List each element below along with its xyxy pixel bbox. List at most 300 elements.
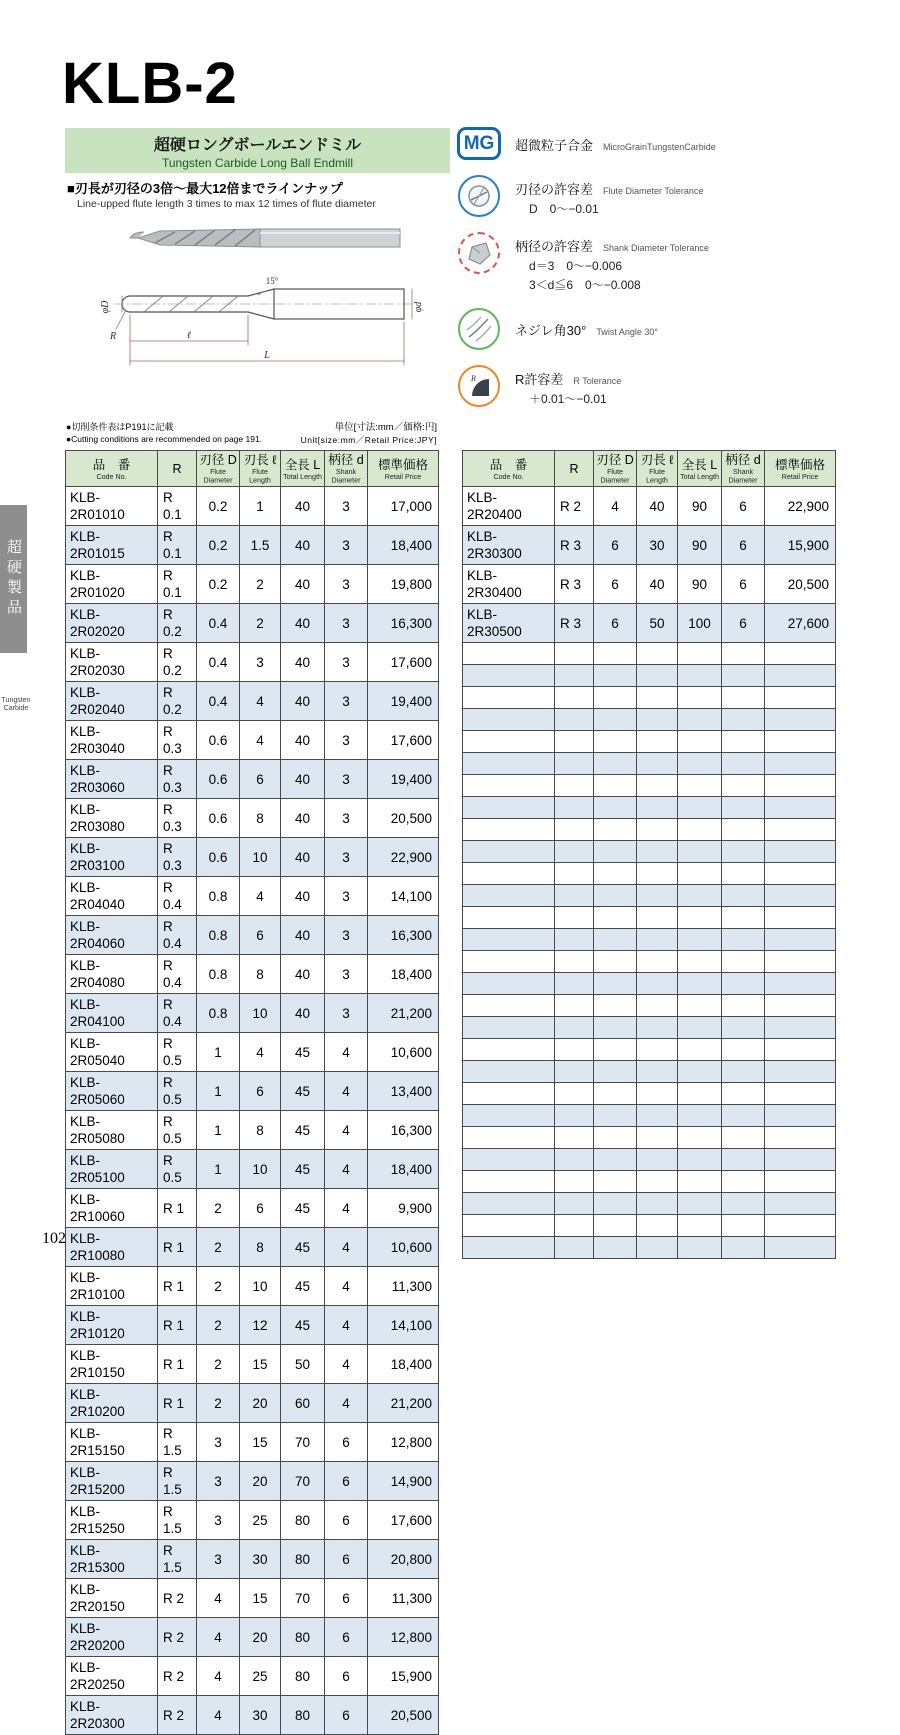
table-cell: 40 <box>281 760 325 799</box>
empty-cell <box>555 929 594 951</box>
empty-cell <box>555 709 594 731</box>
endmill-dimension-view <box>100 276 424 365</box>
empty-cell <box>463 951 555 973</box>
table-cell: 19,800 <box>368 565 439 604</box>
mg-badge-icon <box>455 127 503 160</box>
table-cell: 4 <box>240 1033 281 1072</box>
empty-cell <box>722 1017 765 1039</box>
table-cell: R 0.4 <box>158 877 197 916</box>
empty-cell <box>678 1083 722 1105</box>
empty-cell <box>722 1039 765 1061</box>
empty-cell <box>637 643 678 665</box>
empty-cell <box>463 863 555 885</box>
page-title: KLB-2 <box>62 51 238 116</box>
endmill-technical-drawing <box>100 207 445 412</box>
table-cell: 40 <box>281 799 325 838</box>
table-cell: 3 <box>325 838 368 877</box>
table-cell: R 0.4 <box>158 994 197 1033</box>
product-table-right-wrap <box>462 450 835 1259</box>
table-cell: 3 <box>325 526 368 565</box>
table-cell: 10 <box>240 1150 281 1189</box>
empty-cell <box>594 1105 637 1127</box>
table-cell: KLB-2R10150 <box>66 1345 158 1384</box>
feature-flute-tolerance-en: Flute Diameter Tolerance <box>603 186 704 196</box>
table-cell: 0.8 <box>197 877 240 916</box>
table-cell: 19,400 <box>368 760 439 799</box>
table-cell: KLB-2R02020 <box>66 604 158 643</box>
empty-cell <box>637 775 678 797</box>
table-row <box>463 604 836 643</box>
empty-cell <box>637 731 678 753</box>
empty-cell <box>765 929 836 951</box>
empty-cell <box>765 995 836 1017</box>
empty-cell <box>463 1083 555 1105</box>
table-cell: 4 <box>325 1267 368 1306</box>
table-cell: KLB-2R05100 <box>66 1150 158 1189</box>
empty-cell <box>463 1127 555 1149</box>
table-cell: 6 <box>240 916 281 955</box>
empty-row <box>463 885 836 907</box>
table-cell: 3 <box>325 916 368 955</box>
table-row <box>66 1540 439 1579</box>
table-cell: 100 <box>678 604 722 643</box>
empty-cell <box>722 1105 765 1127</box>
empty-cell <box>678 1017 722 1039</box>
cutting-conditions-note <box>66 421 262 445</box>
feature-r-tolerance-ja: R許容差 <box>515 372 564 387</box>
empty-cell <box>555 841 594 863</box>
table-cell: 22,900 <box>765 487 836 526</box>
empty-cell <box>637 973 678 995</box>
product-table-right <box>462 450 836 1259</box>
table-cell: KLB-2R04060 <box>66 916 158 955</box>
empty-cell <box>722 1127 765 1149</box>
table-cell: 20,500 <box>765 565 836 604</box>
lineup-note-ja: ■刃長が刃径の3倍〜最大12倍までラインナップ <box>67 181 343 196</box>
empty-cell <box>765 1149 836 1171</box>
empty-cell <box>555 819 594 841</box>
table-cell: 4 <box>325 1189 368 1228</box>
empty-cell <box>594 731 637 753</box>
empty-cell <box>678 1237 722 1259</box>
table-cell: 3 <box>325 760 368 799</box>
empty-cell <box>555 687 594 709</box>
empty-cell <box>594 1127 637 1149</box>
empty-cell <box>555 1149 594 1171</box>
table-cell: 20 <box>240 1384 281 1423</box>
table-cell: 70 <box>281 1579 325 1618</box>
empty-cell <box>722 775 765 797</box>
empty-cell <box>637 863 678 885</box>
table-row <box>66 1306 439 1345</box>
table-cell: 18,400 <box>368 955 439 994</box>
table-row <box>66 1111 439 1150</box>
empty-cell <box>765 841 836 863</box>
table-row <box>66 877 439 916</box>
table-cell: 12 <box>240 1306 281 1345</box>
twist-angle-icon <box>455 308 503 350</box>
feature-micrograin-ja: 超微粒子合金 <box>515 138 594 153</box>
empty-cell <box>637 1215 678 1237</box>
feature-r-tolerance-en: R Tolerance <box>573 376 622 386</box>
empty-cell <box>555 1171 594 1193</box>
empty-cell <box>594 1083 637 1105</box>
empty-row <box>463 973 836 995</box>
table-cell: 1 <box>197 1072 240 1111</box>
flute-tolerance-icon <box>455 175 503 217</box>
empty-cell <box>463 995 555 1017</box>
feature-twist-angle <box>455 308 875 350</box>
table-cell: 6 <box>325 1696 368 1735</box>
table-cell: KLB-2R01010 <box>66 487 158 526</box>
table-cell: 25 <box>240 1657 281 1696</box>
empty-cell <box>722 907 765 929</box>
table-cell: 0.4 <box>197 682 240 721</box>
empty-cell <box>765 731 836 753</box>
empty-cell <box>678 863 722 885</box>
table-cell: 4 <box>197 1657 240 1696</box>
feature-flute-tolerance-text <box>515 175 703 217</box>
empty-row <box>463 1193 836 1215</box>
table-cell: 10 <box>240 838 281 877</box>
empty-cell <box>594 885 637 907</box>
table-cell: KLB-2R15250 <box>66 1501 158 1540</box>
empty-cell <box>637 753 678 775</box>
dim-label-angle: 15° <box>265 276 279 286</box>
table-cell: 3 <box>197 1423 240 1462</box>
table-cell: 6 <box>240 760 281 799</box>
empty-cell <box>722 1083 765 1105</box>
column-header: 標準価格 Retail Price <box>368 451 439 487</box>
table-cell: R 0.3 <box>158 799 197 838</box>
table-cell: 3 <box>197 1540 240 1579</box>
table-cell: R 0.5 <box>158 1111 197 1150</box>
empty-row <box>463 1039 836 1061</box>
empty-cell <box>637 1039 678 1061</box>
table-cell: KLB-2R04100 <box>66 994 158 1033</box>
empty-cell <box>765 1039 836 1061</box>
empty-cell <box>555 643 594 665</box>
empty-cell <box>722 797 765 819</box>
table-cell: 45 <box>281 1033 325 1072</box>
empty-cell <box>765 1215 836 1237</box>
empty-cell <box>594 1061 637 1083</box>
feature-r-tolerance-value: ＋0.01〜−0.01 <box>529 392 607 406</box>
feature-shank-tolerance-value-1: d＝3 0〜−0.006 <box>529 259 623 273</box>
table-cell: 6 <box>722 565 765 604</box>
table-cell: 40 <box>281 994 325 1033</box>
table-cell: KLB-2R20150 <box>66 1579 158 1618</box>
empty-row <box>463 841 836 863</box>
empty-cell <box>678 1127 722 1149</box>
empty-cell <box>463 1039 555 1061</box>
table-row <box>463 565 836 604</box>
empty-cell <box>765 1061 836 1083</box>
table-cell: 4 <box>240 721 281 760</box>
empty-cell <box>765 907 836 929</box>
table-cell: R 3 <box>555 604 594 643</box>
table-row <box>66 799 439 838</box>
table-row <box>66 1423 439 1462</box>
empty-cell <box>594 665 637 687</box>
empty-cell <box>765 951 836 973</box>
empty-cell <box>678 885 722 907</box>
table-cell: 40 <box>281 643 325 682</box>
table-cell: 4 <box>197 1618 240 1657</box>
empty-cell <box>722 753 765 775</box>
table-cell: KLB-2R20400 <box>463 487 555 526</box>
empty-cell <box>765 1017 836 1039</box>
empty-cell <box>678 643 722 665</box>
table-row <box>463 487 836 526</box>
endmill-drawing-svg <box>100 207 445 412</box>
page-number: 102 <box>42 1230 66 1247</box>
table-cell: KLB-2R01020 <box>66 565 158 604</box>
empty-cell <box>637 1061 678 1083</box>
table-cell: 45 <box>281 1267 325 1306</box>
table-row <box>66 1033 439 1072</box>
table-body <box>463 487 836 1259</box>
table-cell: 21,200 <box>368 1384 439 1423</box>
table-cell: 10,600 <box>368 1033 439 1072</box>
table-cell: KLB-2R15150 <box>66 1423 158 1462</box>
banner-title-en: Tungsten Carbide Long Ball Endmill <box>162 156 353 170</box>
table-cell: 6 <box>325 1579 368 1618</box>
empty-cell <box>463 775 555 797</box>
table-cell: 2 <box>197 1345 240 1384</box>
table-cell: 11,300 <box>368 1579 439 1618</box>
empty-cell <box>678 929 722 951</box>
table-cell: 15,900 <box>765 526 836 565</box>
product-table-left-wrap <box>65 450 438 1735</box>
empty-cell <box>555 731 594 753</box>
empty-cell <box>765 1105 836 1127</box>
table-cell: 6 <box>594 604 637 643</box>
table-cell: 0.4 <box>197 643 240 682</box>
table-cell: R 0.3 <box>158 760 197 799</box>
table-cell: 3 <box>197 1462 240 1501</box>
empty-cell <box>463 1149 555 1171</box>
table-cell: 6 <box>240 1072 281 1111</box>
empty-cell <box>637 1083 678 1105</box>
table-header-row <box>463 451 836 487</box>
empty-cell <box>678 1171 722 1193</box>
table-cell: 4 <box>594 487 637 526</box>
table-cell: R 1 <box>158 1306 197 1345</box>
empty-cell <box>637 1149 678 1171</box>
empty-cell <box>678 973 722 995</box>
table-cell: KLB-2R20200 <box>66 1618 158 1657</box>
empty-row <box>463 1083 836 1105</box>
table-cell: 0.2 <box>197 526 240 565</box>
r-tolerance-icon <box>455 365 503 407</box>
empty-cell <box>678 995 722 1017</box>
empty-cell <box>765 863 836 885</box>
table-cell: 80 <box>281 1501 325 1540</box>
table-cell: 6 <box>722 526 765 565</box>
empty-cell <box>555 995 594 1017</box>
feature-micrograin-en: MicroGrainTungstenCarbide <box>603 142 716 152</box>
column-header: R <box>555 451 594 487</box>
table-cell: 6 <box>240 1189 281 1228</box>
cutting-conditions-note-en: ●Cutting conditions are recommended on page 191. <box>66 434 263 444</box>
table-cell: 1 <box>197 1033 240 1072</box>
table-cell: 6 <box>325 1657 368 1696</box>
table-cell: 0.6 <box>197 838 240 877</box>
empty-cell <box>722 995 765 1017</box>
table-row <box>66 1267 439 1306</box>
table-cell: R 0.2 <box>158 682 197 721</box>
table-cell: 45 <box>281 1306 325 1345</box>
table-cell: KLB-2R03080 <box>66 799 158 838</box>
table-cell: 14,900 <box>368 1462 439 1501</box>
table-cell: KLB-2R10080 <box>66 1228 158 1267</box>
empty-cell <box>463 797 555 819</box>
table-cell: 20,500 <box>368 1696 439 1735</box>
table-body <box>66 487 439 1735</box>
table-cell: KLB-2R04080 <box>66 955 158 994</box>
table-cell: KLB-2R04040 <box>66 877 158 916</box>
empty-row <box>463 731 836 753</box>
empty-row <box>463 929 836 951</box>
table-cell: 80 <box>281 1618 325 1657</box>
table-cell: R 1 <box>158 1345 197 1384</box>
table-cell: R 0.1 <box>158 526 197 565</box>
empty-cell <box>637 929 678 951</box>
empty-cell <box>463 731 555 753</box>
table-cell: 2 <box>197 1189 240 1228</box>
table-cell: 4 <box>325 1306 368 1345</box>
banner-title-ja: 超硬ロングボールエンドミル <box>153 137 362 154</box>
empty-cell <box>637 1017 678 1039</box>
table-cell: 10,600 <box>368 1228 439 1267</box>
empty-cell <box>637 709 678 731</box>
table-cell: 15,900 <box>368 1657 439 1696</box>
table-row <box>66 760 439 799</box>
empty-cell <box>765 643 836 665</box>
table-cell: 1 <box>240 487 281 526</box>
table-cell: 6 <box>325 1462 368 1501</box>
table-cell: 13,400 <box>368 1072 439 1111</box>
table-cell: 3 <box>325 994 368 1033</box>
table-row <box>66 1228 439 1267</box>
table-cell: 0.2 <box>197 565 240 604</box>
table-cell: 40 <box>281 487 325 526</box>
table-cell: KLB-2R30500 <box>463 604 555 643</box>
empty-cell <box>555 1061 594 1083</box>
table-cell: 3 <box>325 565 368 604</box>
empty-cell <box>678 1061 722 1083</box>
empty-row <box>463 709 836 731</box>
table-cell: 4 <box>325 1072 368 1111</box>
empty-cell <box>594 907 637 929</box>
column-header: 品 番 Code No. <box>463 451 555 487</box>
table-cell: 20,500 <box>368 799 439 838</box>
empty-cell <box>594 643 637 665</box>
feature-shank-tolerance <box>455 232 875 293</box>
table-cell: KLB-2R05080 <box>66 1111 158 1150</box>
table-cell: R 2 <box>158 1579 197 1618</box>
table-cell: 6 <box>722 487 765 526</box>
table-cell: 20 <box>240 1462 281 1501</box>
table-cell: 3 <box>325 721 368 760</box>
empty-cell <box>555 797 594 819</box>
empty-cell <box>594 753 637 775</box>
empty-cell <box>594 819 637 841</box>
mg-badge-label: MG <box>457 127 501 160</box>
empty-cell <box>594 1149 637 1171</box>
empty-cell <box>555 1083 594 1105</box>
table-cell: 3 <box>325 955 368 994</box>
table-cell: 2 <box>197 1306 240 1345</box>
empty-cell <box>678 753 722 775</box>
dim-label-flute-diameter: φD <box>100 300 111 314</box>
table-cell: 40 <box>281 682 325 721</box>
table-cell: 0.6 <box>197 799 240 838</box>
table-cell: KLB-2R20300 <box>66 1696 158 1735</box>
empty-row <box>463 1061 836 1083</box>
empty-cell <box>555 1039 594 1061</box>
cutting-conditions-note-ja: ●切削条件表はP191に記載 <box>66 422 174 432</box>
table-cell: 0.8 <box>197 955 240 994</box>
table-cell: 0.2 <box>197 487 240 526</box>
table-cell: 25 <box>240 1501 281 1540</box>
table-cell: 4 <box>325 1345 368 1384</box>
table-cell: KLB-2R15300 <box>66 1540 158 1579</box>
empty-cell <box>637 1105 678 1127</box>
table-cell: 15 <box>240 1345 281 1384</box>
empty-row <box>463 819 836 841</box>
table-cell: KLB-2R30400 <box>463 565 555 604</box>
table-cell: R 2 <box>555 487 594 526</box>
empty-cell <box>637 797 678 819</box>
dim-label-total-length: L <box>264 350 270 361</box>
empty-cell <box>594 863 637 885</box>
empty-cell <box>765 1237 836 1259</box>
feature-shank-tolerance-value-2: 3＜d≦6 0〜−0.008 <box>529 278 641 292</box>
table-row <box>66 1150 439 1189</box>
table-cell: R 0.5 <box>158 1072 197 1111</box>
empty-cell <box>678 1105 722 1127</box>
empty-cell <box>722 665 765 687</box>
table-cell: KLB-2R02030 <box>66 643 158 682</box>
column-header: 刃長 ℓ Flute Length <box>240 451 281 487</box>
table-cell: 90 <box>678 487 722 526</box>
feature-flute-tolerance-value: D 0〜−0.01 <box>529 202 599 216</box>
empty-cell <box>463 907 555 929</box>
table-cell: 8 <box>240 955 281 994</box>
table-cell: 8 <box>240 1111 281 1150</box>
empty-cell <box>637 1127 678 1149</box>
empty-cell <box>463 1215 555 1237</box>
empty-cell <box>555 1017 594 1039</box>
table-cell: 3 <box>197 1501 240 1540</box>
table-row <box>66 1501 439 1540</box>
empty-cell <box>722 1237 765 1259</box>
table-row <box>66 1462 439 1501</box>
empty-cell <box>555 1237 594 1259</box>
empty-cell <box>637 885 678 907</box>
table-cell: 80 <box>281 1540 325 1579</box>
feature-micrograin <box>455 127 875 160</box>
table-cell: R 0.2 <box>158 604 197 643</box>
table-cell: KLB-2R10120 <box>66 1306 158 1345</box>
table-cell: R 1 <box>158 1228 197 1267</box>
table-cell: 70 <box>281 1462 325 1501</box>
table-cell: 16,300 <box>368 604 439 643</box>
table-cell: 4 <box>325 1228 368 1267</box>
empty-cell <box>722 951 765 973</box>
